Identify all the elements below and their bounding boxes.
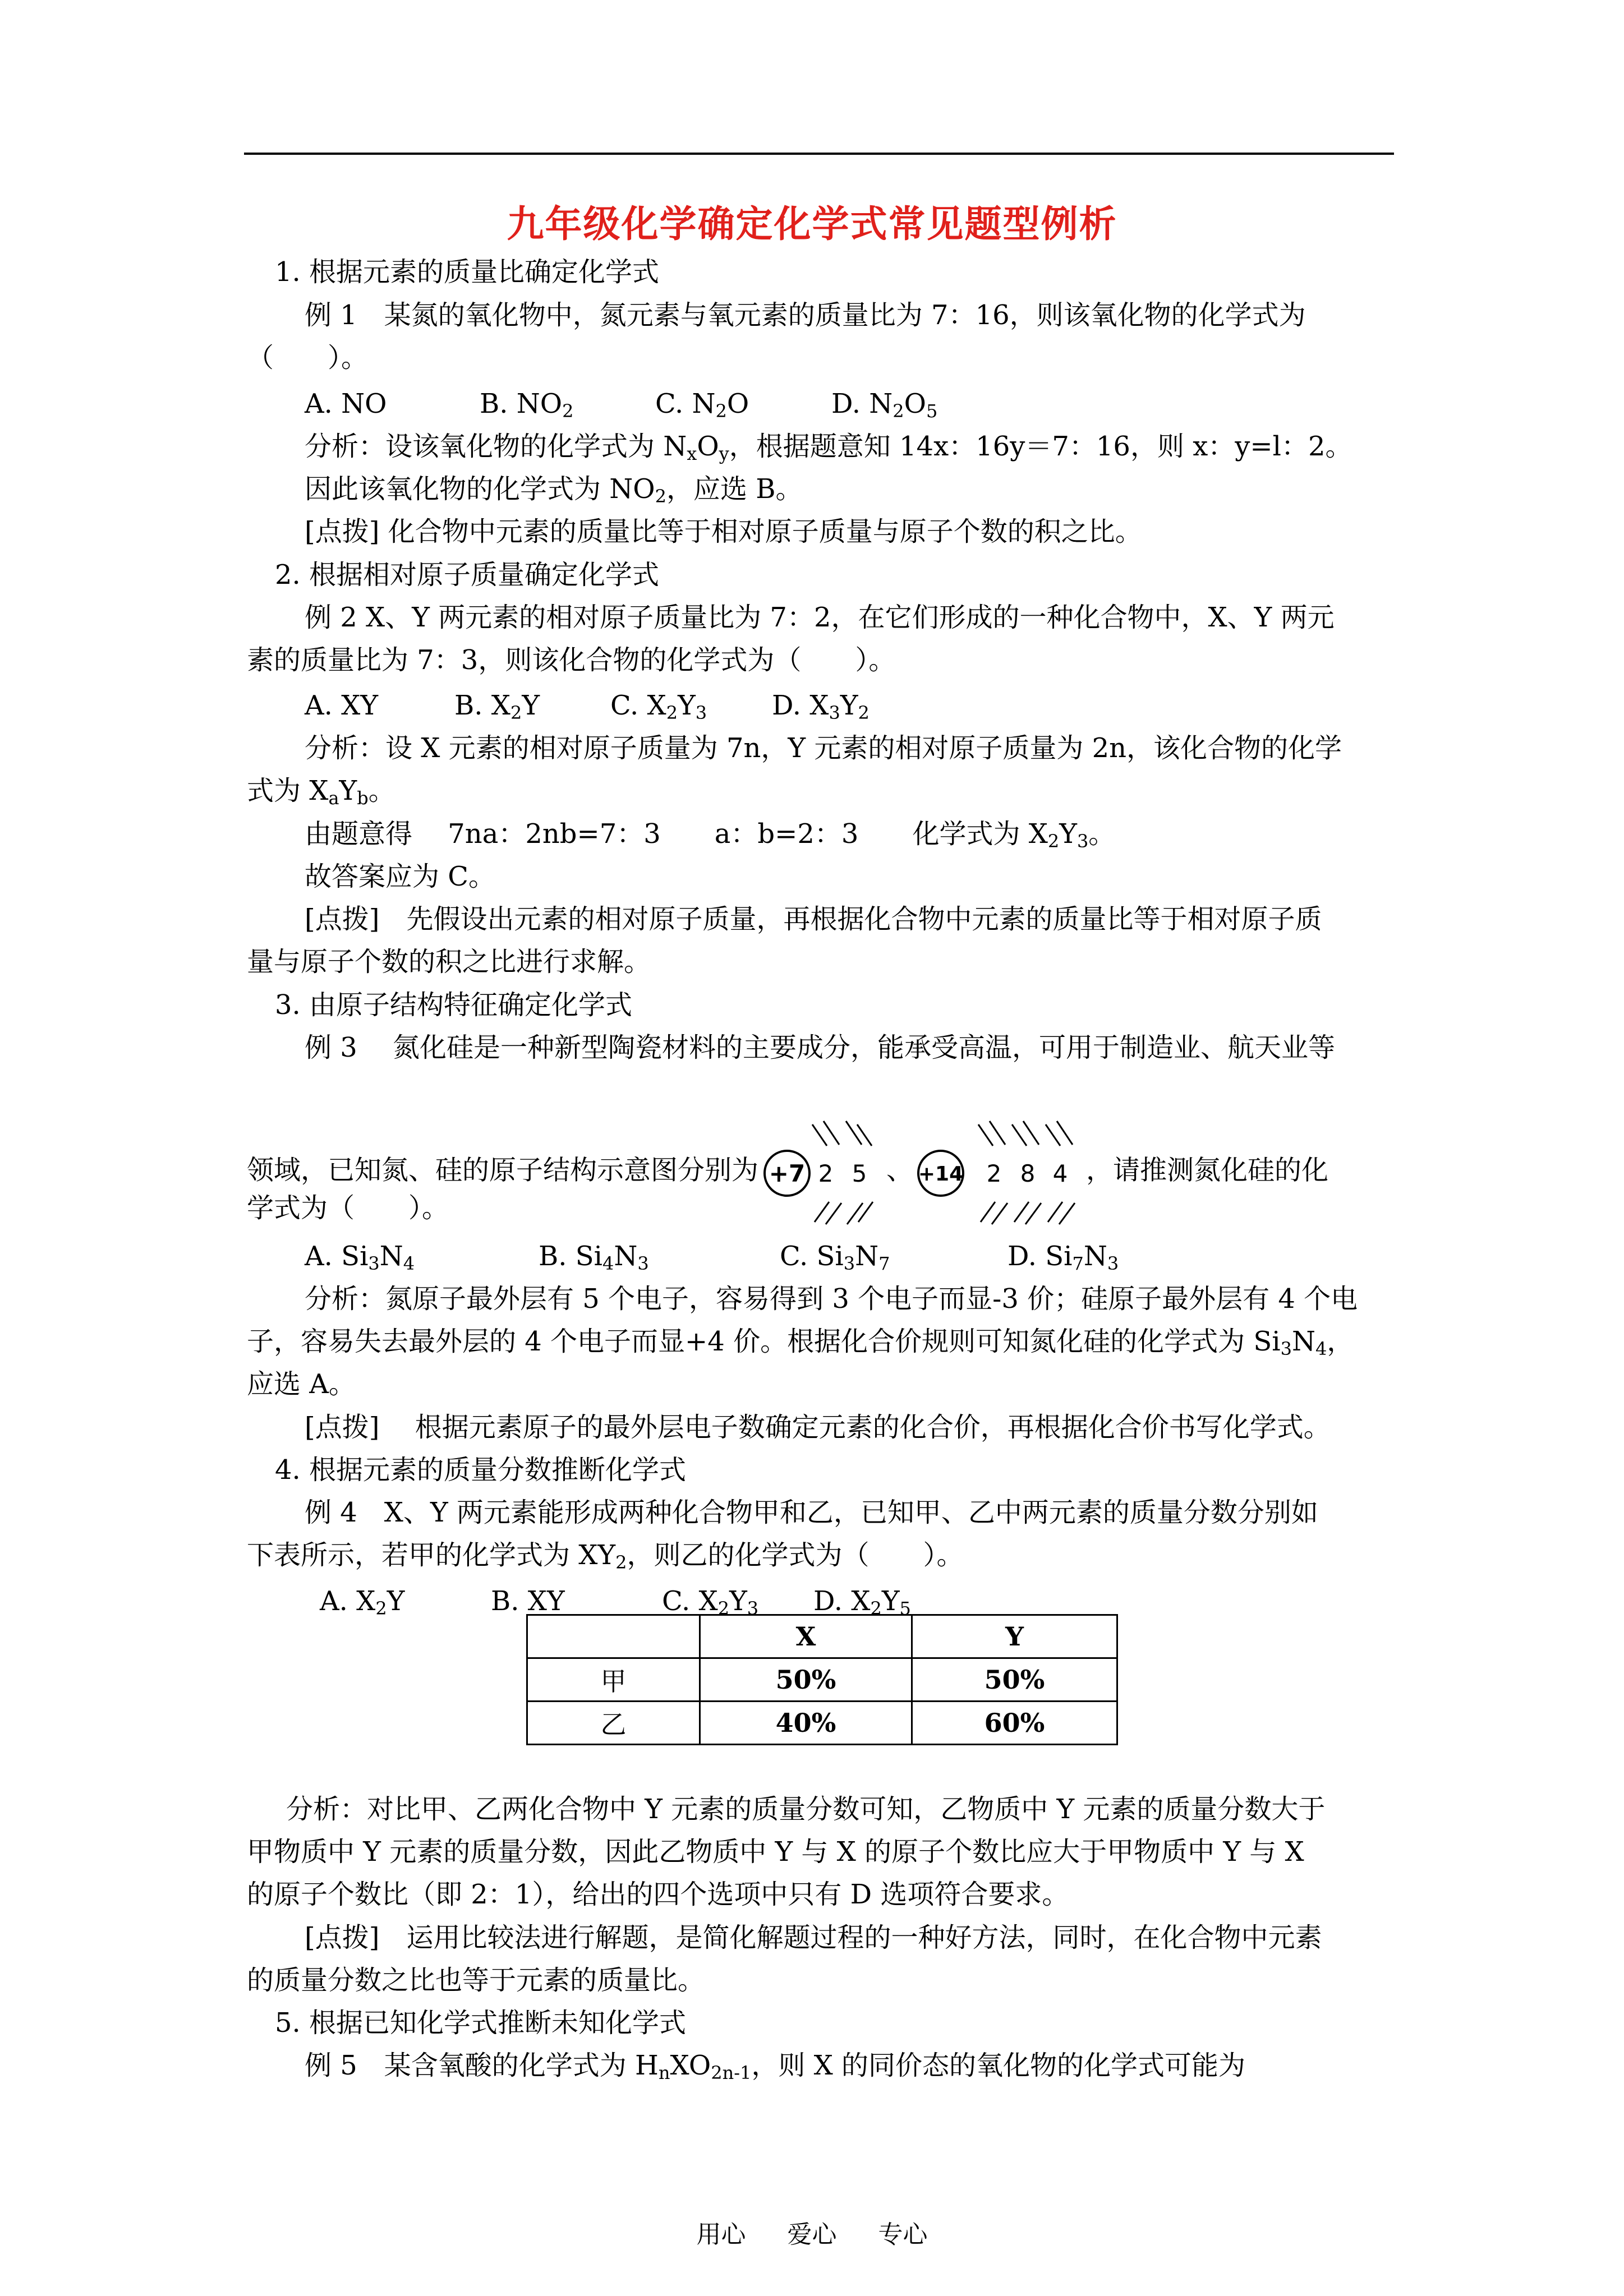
silicon-nucleus-charge: +14: [918, 1163, 964, 1186]
example-4-tip-line1: [点拨] 运用比较法进行解题，是简化解题过程的一种好方法，同时，在化合物中元素: [305, 1922, 1322, 1953]
table-header-row: [527, 1615, 1117, 1658]
silicon-atom-diagram: [915, 1119, 1084, 1225]
table-cell: 50%: [912, 1658, 1117, 1702]
nitrogen-atom-diagram: [761, 1119, 884, 1225]
example-2-tip-line1: [点拨] 先假设出元素的相对原子质量，再根据化合物中元素的质量比等于相对原子质: [305, 903, 1322, 935]
example-4-option-d: D. $X_2Y_5$: [813, 1585, 911, 1619]
example-3-analysis-line2: 子，容易失去最外层的 4 个电子而显+4 价。根据化合价规则可知氮化硅的化学式为 $Si_3N_4$，: [247, 1326, 1354, 1359]
silicon-shell-1: 2: [986, 1160, 1002, 1187]
section-5-heading: 5. 根据已知化学式推断未知化学式: [275, 2007, 687, 2039]
example-3-option-a: A. $Si_3N_4$: [305, 1241, 415, 1274]
example-2-equation: 由题意得 7na：2nb=7：3 a：b=2：3 化学式为 $X_2Y_3$。: [305, 818, 1116, 852]
example-2-option-a: A. XY: [305, 690, 379, 721]
example-4-option-c: C. $X_2Y_3$: [662, 1585, 759, 1619]
example-2-analysis-line1: 分析：设 X 元素的相对原子质量为 7n，Y 元素的相对原子质量为 2n，该化合物的化学: [305, 732, 1342, 764]
example-3-question-line3: 学式为（ ）。: [247, 1192, 449, 1224]
header-rule: [244, 153, 1394, 155]
example-3-question-line2: 领域，已知氮、硅的原子结构示意图分别为 +7 2 5 、 +14 2 8 4 ，请推测氮化硅的化: [247, 1119, 1328, 1225]
table-header-cell: [527, 1615, 700, 1658]
table-cell: 60%: [912, 1702, 1117, 1745]
example-4-question-line2: 下表所示，若甲的化学式为 $XY_2$，则乙的化学式为（ ）。: [247, 1539, 964, 1573]
section-1-heading: 1. 根据元素的质量比确定化学式: [275, 256, 660, 288]
example-2-tip-line2: 量与原子个数的积之比进行求解。: [247, 946, 651, 978]
example-2-analysis-line2: 式为 $X_aY_b$。: [247, 775, 395, 809]
example-4-option-a: A. $X_2Y$: [320, 1585, 405, 1619]
example-3-question-line1: 例 3 氮化硅是一种新型陶瓷材料的主要成分，能承受高温，可用于制造业、航天业等: [305, 1032, 1336, 1063]
example-3-option-b: B. $Si_4N_3$: [539, 1241, 649, 1274]
example-5-question-line1: 例 5 某含氧酸的化学式为 $H_nXO_{2n-1}$，则 X 的同价态的氧化物的化学式可能为: [305, 2050, 1246, 2083]
example-4-analysis-line2: 甲物质中 Y 元素的质量分数，因此乙物质中 Y 与 X 的原子个数比应大于甲物质中 Y 与 X: [247, 1836, 1304, 1868]
example-4-analysis-line1: 分析：对比甲、乙两化合物中 Y 元素的质量分数可知，乙物质中 Y 元素的质量分数大于: [286, 1794, 1326, 1825]
example-1-tip: [点拨] 化合物中元素的质量比等于相对原子质量与原子个数的积之比。: [305, 516, 1142, 547]
example-2-question-line2: 素的质量比为 7：3，则该化合物的化学式为（ ）。: [247, 644, 896, 676]
table-row: [527, 1658, 1117, 1702]
section-3-heading: 3. 由原子结构特征确定化学式: [275, 989, 633, 1021]
example-1-option-a: A. NO: [305, 388, 387, 419]
example-4-option-b: B. XY: [491, 1585, 565, 1617]
example-1-question-line2: （ ）。: [247, 342, 369, 374]
nitrogen-shell-1: 2: [818, 1160, 834, 1187]
example-1-option-d: D. $N_2O_5$: [831, 388, 938, 422]
silicon-shell-3: 4: [1052, 1160, 1068, 1187]
example-1-option-c: C. $N_2O$: [655, 388, 749, 422]
table-cell: 甲: [527, 1658, 700, 1702]
nitrogen-shell-2: 5: [852, 1160, 867, 1187]
table-cell: 40%: [700, 1702, 912, 1745]
example-4-question-line1: 例 4 X、Y 两元素能形成两种化合物甲和乙，已知甲、乙中两元素的质量分数分别如: [305, 1497, 1318, 1528]
page-footer: 用心 爱心 专心: [696, 2220, 928, 2249]
example-3-option-c: C. $Si_3N_7$: [780, 1241, 890, 1274]
section-4-heading: 4. 根据元素的质量分数推断化学式: [275, 1454, 687, 1486]
table-header-cell: X: [700, 1615, 912, 1658]
mass-fraction-table: [526, 1614, 1118, 1745]
example-2-answer: 故答案应为 C。: [305, 861, 495, 892]
table-cell: 50%: [700, 1658, 912, 1702]
example-1-analysis-line2: 因此该氧化物的化学式为 $NO_2$，应选 B。: [305, 473, 803, 507]
example-2-option-b: B. $X_2Y$: [454, 690, 540, 723]
table-row: [527, 1702, 1117, 1745]
example-1-analysis-line1: 分析：设该氧化物的化学式为 $N_xO_y$，根据题意知 14x：16y＝7：16，则 x：y=l：2。: [305, 431, 1352, 464]
section-2-heading: 2. 根据相对原子质量确定化学式: [275, 559, 660, 591]
document-title: 九年级化学确定化学式常见题型例析: [507, 202, 1117, 246]
example-3-tip: [点拨] 根据元素原子的最外层电子数确定元素的化合价，再根据化合价书写化学式。: [305, 1412, 1331, 1443]
example-3-option-d: D. $Si_7N_3$: [1007, 1241, 1119, 1274]
example-2-option-d: D. $X_3Y_2$: [772, 690, 869, 723]
table-header-cell: Y: [912, 1615, 1117, 1658]
example-2-option-c: C. $X_2Y_3$: [610, 690, 707, 723]
example-4-tip-line2: 的质量分数之比也等于元素的质量比。: [247, 1965, 705, 1996]
example-1-question-line1: 例 1 某氮的氧化物中，氮元素与氧元素的质量比为 7：16，则该氧化物的化学式为: [305, 299, 1306, 331]
silicon-shell-2: 8: [1020, 1160, 1036, 1187]
table-cell: 乙: [527, 1702, 700, 1745]
example-3-analysis-line3: 应选 A。: [247, 1368, 356, 1400]
example-4-analysis-line3: 的原子个数比（即 2：1），给出的四个选项中只有 D 选项符合要求。: [247, 1879, 1069, 1910]
nitrogen-nucleus-charge: +7: [769, 1160, 806, 1187]
example-1-option-b: B. $NO_2$: [480, 388, 574, 422]
example-3-analysis-line1: 分析：氮原子最外层有 5 个电子，容易得到 3 个电子而显-3 价；硅原子最外层有 4 个电: [305, 1283, 1358, 1315]
example-2-question-line1: 例 2 X、Y 两元素的相对原子质量比为 7：2，在它们形成的一种化合物中，X、Y 两元: [305, 602, 1335, 633]
